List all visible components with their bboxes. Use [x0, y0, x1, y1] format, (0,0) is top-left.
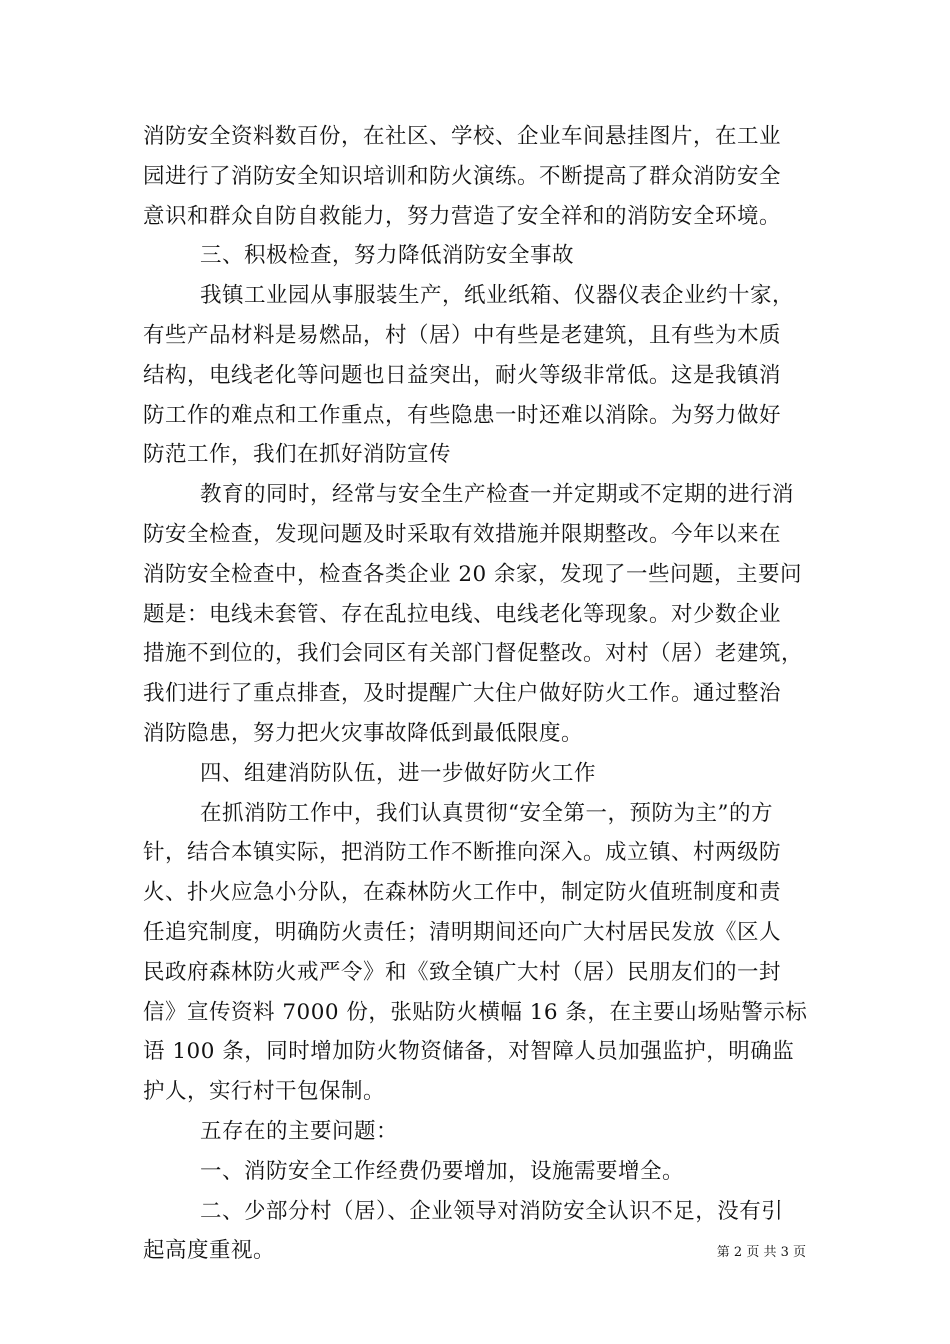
text-line: 语 100 条，同时增加防火物资储备，对智障人员加强监护，明确监: [143, 1039, 795, 1065]
text-line: 园进行了消防安全知识培训和防火演练。不断提高了群众消防安全: [143, 163, 782, 189]
page-number-footer: 第 2 页 共 3 页: [716, 1245, 806, 1260]
text-line: 四、组建消防队伍，进一步做好防火工作: [200, 760, 597, 786]
text-line: 一、消防安全工作经费仍要增加，设施需要增全。: [200, 1158, 685, 1184]
text-line: 护人，实行村干包保制。: [143, 1079, 386, 1105]
text-line: 在抓消防工作中，我们认真贯彻“安全第一，预防为主”的方: [200, 800, 773, 826]
text-line: 消防隐患，努力把火灾事故降低到最低限度。: [143, 720, 584, 746]
text-line: 防范工作，我们在抓好消防宣传: [143, 442, 452, 468]
text-line: 消防安全资料数百份，在社区、学校、企业车间悬挂图片，在工业: [143, 124, 782, 149]
text-line: 我镇工业园从事服装生产，纸业纸箱、仪器仪表企业约十家，: [200, 283, 795, 309]
text-line: 起高度重视。: [143, 1238, 276, 1264]
text-line: 三、积极检查，努力降低消防安全事故: [200, 243, 575, 269]
text-line: 我们进行了重点排查，及时提醒广大住户做好防火工作。通过整治: [143, 681, 782, 707]
text-line: 防工作的难点和工作重点，有些隐患一时还难以消除。为努力做好: [143, 402, 782, 428]
text-line: 题是：电线未套管、存在乱拉电线、电线老化等现象。对少数企业: [143, 601, 782, 627]
text-line: 防安全检查，发现问题及时采取有效措施并限期整改。今年以来在: [143, 521, 782, 547]
document-body: [143, 117, 823, 1271]
text-line: 针，结合本镇实际，把消防工作不断推向深入。成立镇、村两级防: [143, 840, 782, 866]
text-line: 有些产品材料是易燃品，村（居）中有些是老建筑，且有些为木质: [143, 322, 782, 348]
text-line: 民政府森林防火戒严令》和《致全镇广大村（居）民朋友们的一封: [143, 959, 782, 985]
text-line: 五存在的主要问题：: [200, 1118, 399, 1144]
text-line: 信》宣传资料 7000 份，张贴防火横幅 16 条，在主要山场贴警示标: [143, 999, 808, 1025]
text-line: 火、扑火应急小分队，在森林防火工作中，制定防火值班制度和责: [143, 880, 782, 906]
text-line: 二、少部分村（居）、企业领导对消防安全认识不足，没有引: [200, 1198, 784, 1224]
text-line: 措施不到位的，我们会同区有关部门督促整改。对村（居）老建筑，: [143, 641, 804, 667]
text-line: 结构，电线老化等问题也日益突出，耐火等级非常低。这是我镇消: [143, 362, 782, 388]
text-line: 消防安全检查中，检查各类企业 20 余家，发现了一些问题，主要问: [143, 561, 803, 587]
text-line: 任追究制度，明确防火责任；清明期间还向广大村居民发放《区人: [143, 919, 782, 945]
text-line: 教育的同时，经常与安全生产检查一并定期或不定期的进行消: [200, 482, 795, 508]
text-line: 意识和群众自防自救能力，努力营造了安全祥和的消防安全环境。: [143, 203, 782, 229]
